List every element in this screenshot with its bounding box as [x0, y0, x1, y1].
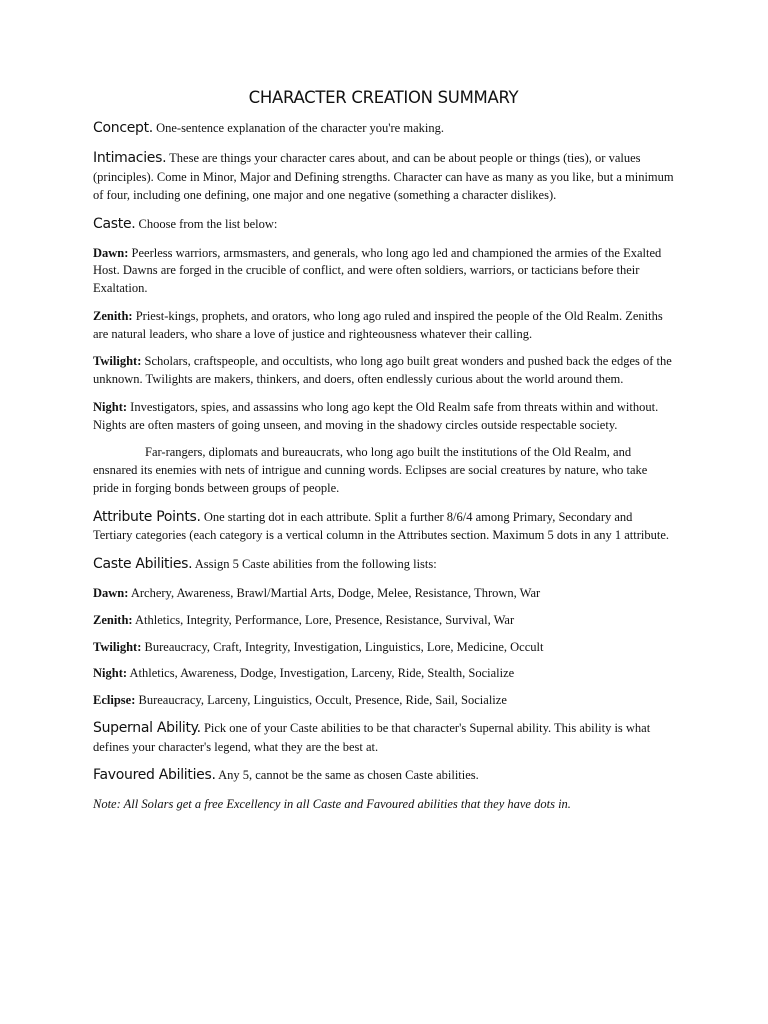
ability-list-twilight: [93, 639, 674, 657]
intimacies-section: [93, 149, 674, 204]
caste-entry-label: Dawn:: [93, 245, 129, 260]
favoured-heading: Favoured Abilities.: [93, 767, 216, 784]
ability-list-zenith: [93, 612, 674, 630]
caste-entry-twilight: [93, 353, 674, 389]
favoured-text: Any 5, cannot be the same as chosen Caste abilities.: [218, 768, 479, 783]
caste-text: Choose from the list below:: [138, 216, 278, 231]
caste-abilities-section: [93, 555, 674, 575]
caste-abilities-text: Assign 5 Caste abilities from the following lists:: [194, 557, 437, 572]
caste-entry-label: Zenith:: [93, 308, 133, 323]
favoured-section: [93, 766, 674, 786]
ability-list-text: Bureaucracy, Craft, Integrity, Investigation, Linguistics, Lore, Medicine, Occult: [144, 639, 544, 654]
ability-list-dawn: [93, 585, 674, 603]
caste-entry-text: Scholars, craftspeople, and occultists, who long ago built great wonders and pushed back the edges of the unknown. Twilights are makers, thinkers, and doers, often endlessly curious about the world around them.: [93, 354, 672, 387]
ability-list-eclipse: [93, 692, 674, 710]
caste-entry-dawn: [93, 245, 674, 298]
ability-list-night: [93, 665, 674, 683]
intimacies-heading: Intimacies.: [93, 150, 167, 167]
ability-list-label: Dawn:: [93, 586, 129, 601]
attribute-points-section: [93, 508, 674, 546]
page-title: CHARACTER CREATION SUMMARY: [248, 88, 519, 107]
ability-list-label: Twilight:: [93, 639, 142, 654]
caste-entry-text: Peerless warriors, armsmasters, and generals, who long ago led and championed the armies of the Exalted Host. Dawns are forged in the crucible of conflict, and were often soldiers, warriors, or tacticians before their Exaltation.: [93, 245, 662, 296]
ability-list-label: Eclipse:: [93, 693, 136, 708]
caste-entry-text: Priest-kings, prophets, and orators, who long ago ruled and inspired the people of the Old Realm. Zeniths are natural leaders, who share a love of justice and righteousness whatever their calling.: [93, 308, 663, 341]
ability-list-label: Zenith:: [93, 612, 133, 627]
caste-entry-eclipse: Far-rangers, diplomats and bureaucrats, who long ago built the institutions of the Old Realm, and ensnared its enemies with nets of intrigue and cunning words. Eclipses are social creatures by nature, who take pride in forging bonds between groups of people.: [93, 445, 648, 495]
caste-entry-night: [93, 399, 674, 435]
ability-list-text: Bureaucracy, Larceny, Linguistics, Occult, Presence, Ride, Sail, Socialize: [138, 693, 507, 708]
ability-list-text: Athletics, Integrity, Performance, Lore, Presence, Resistance, Survival, War: [135, 612, 515, 627]
ability-list-text: Archery, Awareness, Brawl/Martial Arts, Dodge, Melee, Resistance, Thrown, War: [130, 586, 541, 601]
supernal-heading: Supernal Ability.: [93, 719, 201, 736]
attribute-points-text: One starting dot in each attribute. Split a further 8/6/4 among Primary, Secondary and Tertiary categories (each category is a vertical column in the Attributes section. Maximum 5 dots in any 1 attribute.: [93, 509, 670, 543]
caste-heading: Caste.: [93, 215, 136, 232]
excellency-note: Note: All Solars get a free Excellency in all Caste and Favoured abilities that they have dots in.: [93, 797, 571, 812]
caste-section: [93, 215, 674, 235]
concept-text: One-sentence explanation of the character you're making.: [156, 121, 444, 136]
intimacies-text: These are things your character cares about, and can be about people or things (ties), or values (principles). Come in Minor, Major and Defining strengths. Character can have as many as you like, but a minimum of four, including one defining, one major and one negative (something a character dislikes).: [93, 151, 674, 202]
caste-entry-text: Investigators, spies, and assassins who long ago kept the Old Realm safe from threats within and without. Nights are often masters of going unseen, and moving in the shadowy circles outside respectable society.: [93, 399, 659, 432]
caste-entry-label: Twilight:: [93, 354, 142, 369]
supernal-section: [93, 719, 674, 757]
supernal-text: Pick one of your Caste abilities to be that character's Supernal ability. This ability is what defines your character's legend, what they are the best at.: [93, 720, 651, 754]
ability-list-label: Night:: [93, 666, 128, 681]
concept-heading: Concept.: [93, 120, 153, 137]
caste-entry-zenith: [93, 308, 674, 344]
caste-entry-label: Night:: [93, 399, 128, 414]
concept-section: [93, 119, 674, 139]
attribute-points-heading: Attribute Points.: [93, 508, 201, 525]
ability-list-text: Athletics, Awareness, Dodge, Investigation, Larceny, Ride, Stealth, Socialize: [129, 666, 515, 681]
caste-abilities-heading: Caste Abilities.: [93, 556, 193, 573]
